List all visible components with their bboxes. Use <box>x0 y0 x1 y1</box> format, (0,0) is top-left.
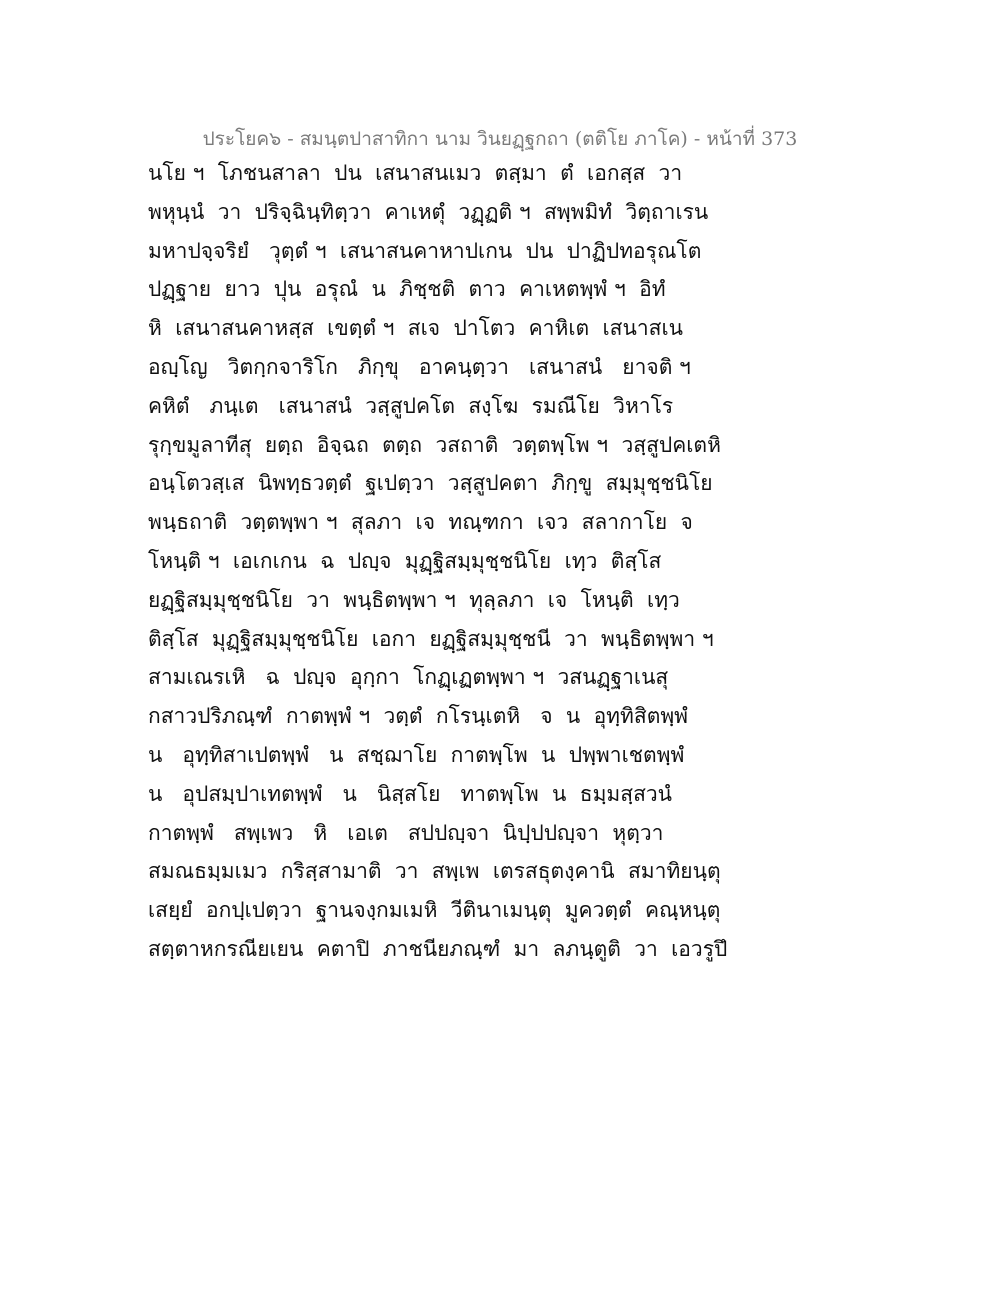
text-line: สตฺตาหกรณียเยน คตาปิ ภาชนียภณฺฑํ มา ลภนฺตูติ วา เอวรูปึ <box>148 936 728 961</box>
text-line: มหาปจฺจริยํ วุตฺตํ ฯ เสนาสนคาหาปเกน ปน ปาฏิปทอรุณโต <box>148 238 702 263</box>
text-line: เสยฺยํ อกปฺเปตฺวา ฐานจงฺกมเมหิ วีตินาเมนฺตุ มูควตฺตํ คณฺหนฺตุ <box>148 898 721 923</box>
text-line: ยฏฺฐิสมฺมุชฺชนิโย วา พนฺธิตพฺพา ฯ ทุลฺลภา เจ โหนฺติ เทฺว <box>148 587 680 612</box>
text-line: สมณธมฺมเมว กริสฺสามาติ วา สพฺเพ เตรสธุตงฺคานิ สมาทิยนฺตุ <box>148 859 721 884</box>
text-line: หิ เสนาสนคาหสฺส เขตฺตํ ฯ สเจ ปาโตว คาหิเต เสนาสเน <box>148 316 683 341</box>
text-line: อนฺโตวสฺเส นิพทฺธวตฺตํ ฐเปตฺวา วสฺสูปคตา ภิกฺขู สมฺมุชฺชนิโย <box>148 471 713 496</box>
text-line: พนฺธถาติ วตฺตพฺพา ฯ สุลภา เจ ทณฺฑกา เจว สลากาโย จ <box>148 510 693 535</box>
text-line: ติสฺโส มุฏฺฐิสมฺมุชฺชนิโย เอกา ยฏฺฐิสมฺมุชฺชนี วา พนฺธิตพฺพา ฯ <box>148 626 714 651</box>
text-line: น อุปสมฺปาเทตพฺพํ น นิสฺสโย ทาตพฺโพ น ธมฺมสฺสวนํ <box>148 781 673 806</box>
text-line: คหิตํ ภนฺเต เสนาสนํ วสฺสูปคโต สงฺโฆ รมณีโย วิหาโร <box>148 393 674 418</box>
text-line: กาตพฺพํ สพฺเพว หิ เอเต สปปญฺจา นิปฺปปญฺจา หุตฺวา <box>148 820 664 845</box>
body-text <box>148 158 868 973</box>
page-header: ประโยค๖ - สมนฺตปาสาทิกา นาม วินยฏฺฐกถา (ตติโย ภาโค) - หน้าที่ 373 <box>202 128 798 150</box>
text-line: กสาวปริภณฺฑํ กาตพฺพํ ฯ วตฺตํ กโรนฺเตหิ จ น อุทฺทิสิตพฺพํ <box>148 704 689 729</box>
text-line: โหนฺติ ฯ เอเกเกน ฉ ปญฺจ มุฏฺฐิสมฺมุชฺชนิโย เทฺว ติสฺโส <box>148 548 662 573</box>
text-line: รุกฺขมูลาทีสุ ยตฺถ อิจฺฉถ ตตฺถ วสถาติ วตฺตพฺโพ ฯ วสฺสูปคเตหิ <box>148 432 721 457</box>
text-line: นโย ฯ โภชนสาลา ปน เสนาสนเมว ตสฺมา ตํ เอกสฺส วา <box>148 161 683 185</box>
text-line: น อุทฺทิสาเปตพฺพํ น สชฺฌาโย กาตพฺโพ น ปพฺพาเชตพฺพํ <box>148 742 685 767</box>
text-line: อญฺโญ วิตกฺกจาริโก ภิกฺขุ อาคนฺตฺวา เสนาสนํ ยาจติ ฯ <box>148 354 691 379</box>
text-line: สามเณรเหิ ฉ ปญฺจ อุกฺกา โกฏฺเฏตพฺพา ฯ วสนฏฺฐาเนสุ <box>148 665 669 690</box>
text-line: ปฏฺฐาย ยาว ปุน อรุณํ น ภิชฺชติ ตาว คาเหตพฺพํ ฯ อิทํ <box>148 277 666 302</box>
text-line: พหุนฺนํ วา ปริจฺฉินฺทิตฺวา คาเหตุํ วฏฺฏติ ฯ สพฺพมิทํ วิตฺถาเรน <box>148 199 709 224</box>
